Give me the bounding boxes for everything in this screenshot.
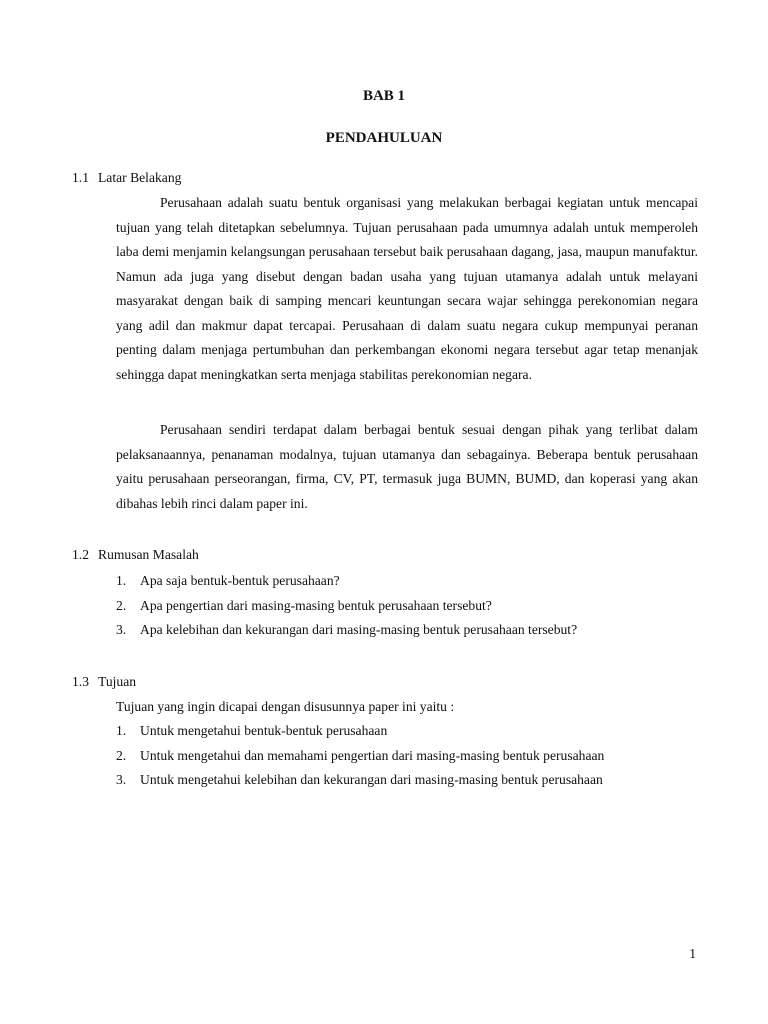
paragraph-text: Perusahaan sendiri terdapat dalam berbagai bentuk sesuai dengan pihak yang terlibat dalam pelaksanaannya, penanaman modalnya, tujuan utamanya dan sebagainya. Beberapa bentuk perusahaan yaitu perusahaan perseorangan, firma, CV, PT, termasuk juga BUMN, BUMD, dan koperasi yang akan dibahas lebih rinci dalam paper ini. — [116, 422, 698, 511]
list-marker: 1. — [116, 723, 127, 738]
paragraph-1 — [116, 191, 698, 387]
rumusan-masalah-list — [116, 569, 716, 643]
tujuan-list — [116, 719, 716, 793]
paragraph-2 — [116, 418, 698, 516]
list-item — [116, 744, 716, 769]
list-item — [116, 719, 716, 744]
section-number: 1.3 — [72, 674, 89, 689]
section-number: 1.2 — [72, 547, 89, 562]
list-item-text: Apa saja bentuk-bentuk perusahaan? — [140, 573, 340, 588]
list-marker: 2. — [116, 597, 127, 613]
tujuan-intro: Tujuan yang ingin dicapai dengan disusunnya paper ini yaitu : — [116, 699, 455, 714]
section-heading-rumusan-masalah — [72, 547, 199, 563]
list-item-text: Apa kelebihan dan kekurangan dari masing-masing bentuk perusahaan tersebut? — [140, 622, 578, 637]
section-heading-tujuan — [72, 674, 136, 690]
chapter-title: PENDAHULUAN — [325, 130, 443, 146]
chapter-number: BAB 1 — [362, 88, 406, 104]
list-item — [116, 768, 716, 793]
list-marker: 2. — [116, 747, 127, 763]
section-number: 1.1 — [72, 170, 89, 185]
list-item-text: Untuk mengetahui bentuk-bentuk perusahaan — [140, 723, 388, 738]
section-title: Latar Belakang — [98, 170, 182, 185]
list-item — [116, 618, 716, 643]
list-marker: 3. — [116, 772, 127, 787]
list-item-text: Untuk mengetahui dan memahami pengertian dari masing-masing bentuk perusahaan — [140, 747, 605, 763]
list-item-text: Apa pengertian dari masing-masing bentuk perusahaan tersebut? — [140, 597, 492, 613]
list-item-text: Untuk mengetahui kelebihan dan kekurangan dari masing-masing bentuk perusahaan — [140, 772, 603, 787]
paragraph-text: Perusahaan adalah suatu bentuk organisasi yang melakukan berbagai kegiatan untuk mencapai tujuan yang telah ditetapkan sebelumnya. Tujuan perusahaan pada umumnya adalah untuk memperoleh laba demi menjamin kelangsungan perusahaan tersebut baik perusahaan dagang, jasa, maupun manufaktur. Namun ada juga yang disebut dengan badan usaha yang tujuan utamanya adalah untuk melayani masyarakat dengan baik di samping mencari keuntungan secara wajar sehingga perekonomian negara yang adil dan makmur dapat tercapai. Perusahaan di dalam suatu negara cukup mempunyai peranan penting dalam menjaga pertumbuhan dan perkembangan ekonomi negara tersebut agar tetap menanjak sehingga dapat meningkatkan serta menjaga stabilitas perekonomian negara. — [116, 195, 698, 382]
list-marker: 1. — [116, 573, 127, 588]
section-title: Rumusan Masalah — [98, 547, 199, 562]
section-heading-latar-belakang — [72, 170, 181, 186]
list-item — [116, 569, 716, 594]
list-marker: 3. — [116, 622, 127, 637]
section-title: Tujuan — [98, 674, 137, 689]
list-item — [116, 594, 716, 619]
page-number: 1 — [689, 946, 696, 961]
